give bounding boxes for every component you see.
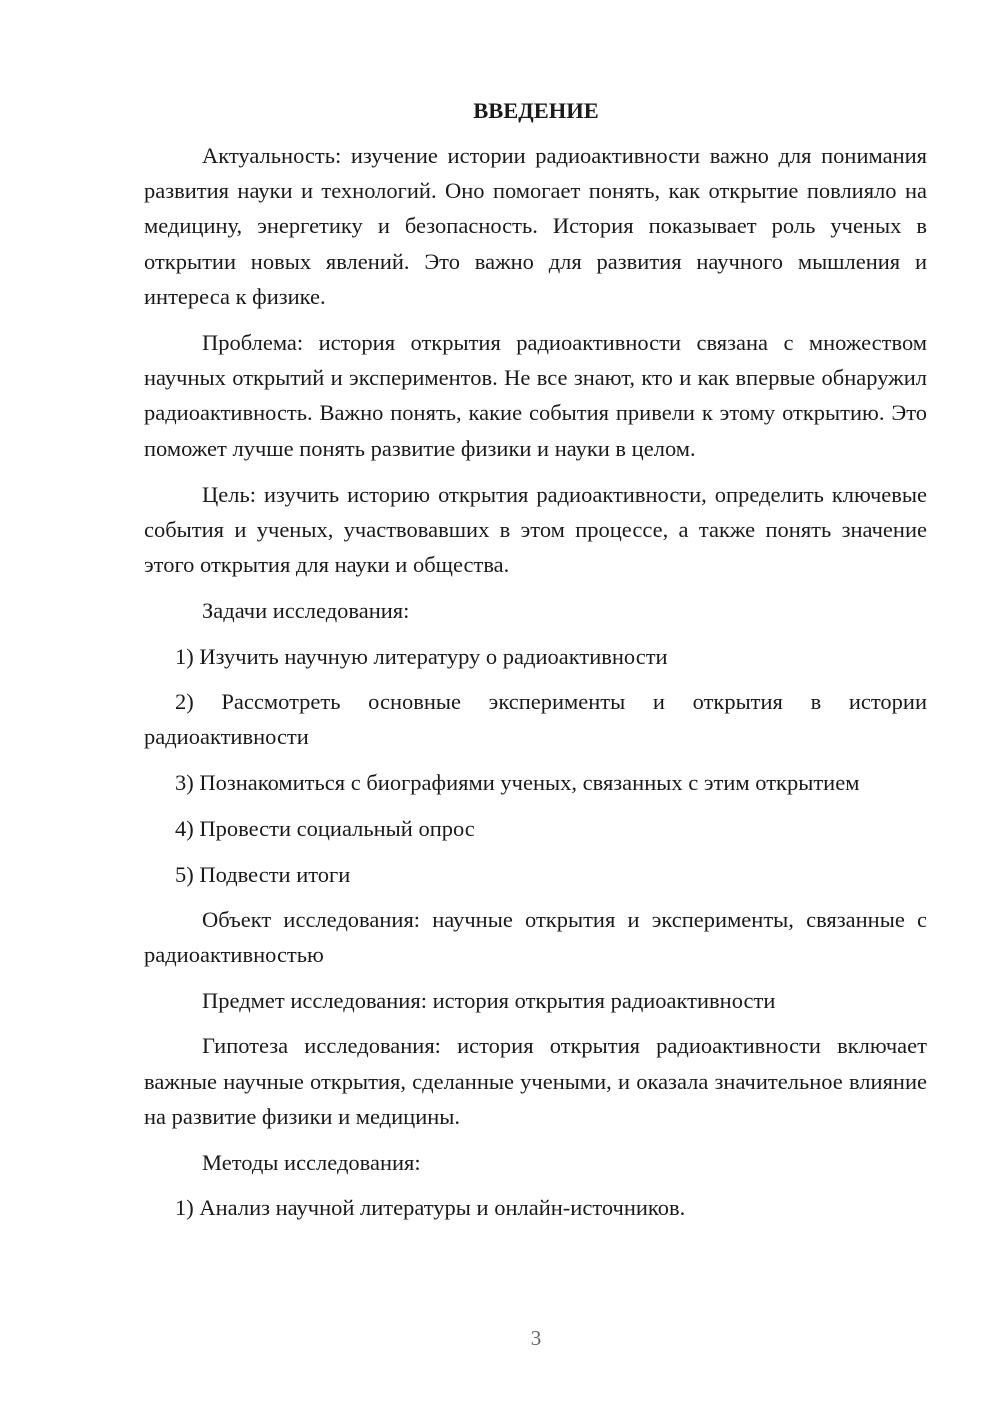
object-paragraph: Объект исследования: научные открытия и эксперименты, связанные с радиоактивностью bbox=[144, 906, 927, 968]
task-item: 5) Подвести итоги bbox=[175, 861, 351, 887]
methods-heading: Методы исследования: bbox=[202, 1150, 421, 1176]
page-content bbox=[144, 94, 927, 1235]
problem-paragraph: Проблема: история открытия радиоактивности связана с множеством научных открытий и экспериментов. Не все знают, кто и как впервые обнаружил радиоактивность. Важно понять, какие события привели к этому открытию. Это поможет лучше понять развитие физики и науки в целом. bbox=[144, 330, 927, 461]
task-item: 2) Рассмотреть основные эксперименты и открытия в истории радиоактивности bbox=[144, 688, 927, 750]
tasks-heading: Задачи исследования: bbox=[202, 598, 410, 624]
method-item: 1) Анализ научной литературы и онлайн-источников. bbox=[175, 1195, 686, 1221]
task-item: 1) Изучить научную литературу о радиоактивности bbox=[175, 643, 668, 669]
relevance-paragraph: Актуальность: изучение истории радиоактивности важно для понимания развития науки и технологий. Оно помогает понять, как открытие повлияло на медицину, энергетику и безопасность. История показывает роль ученых в открытии новых явлений. Это важно для развития научного мышления и интереса к физике. bbox=[144, 143, 927, 309]
task-item: 3) Познакомиться с биографиями ученых, связанных с этим открытием bbox=[175, 770, 860, 796]
subject-paragraph: Предмет исследования: история открытия радиоактивности bbox=[202, 988, 776, 1014]
page-number: 3 bbox=[530, 1326, 542, 1350]
task-item: 4) Провести социальный опрос bbox=[175, 816, 475, 842]
section-title: ВВЕДЕНИЕ bbox=[473, 98, 599, 123]
goal-paragraph: Цель: изучить историю открытия радиоактивности, определить ключевые события и ученых, участвовавших в этом процессе, а также понять значение этого открытия для науки и общества. bbox=[144, 481, 927, 578]
hypothesis-paragraph: Гипотеза исследования: история открытия радиоактивности включает важные научные открытия, сделанные учеными, и оказала значительное влияние на развитие физики и медицины. bbox=[144, 1033, 927, 1129]
